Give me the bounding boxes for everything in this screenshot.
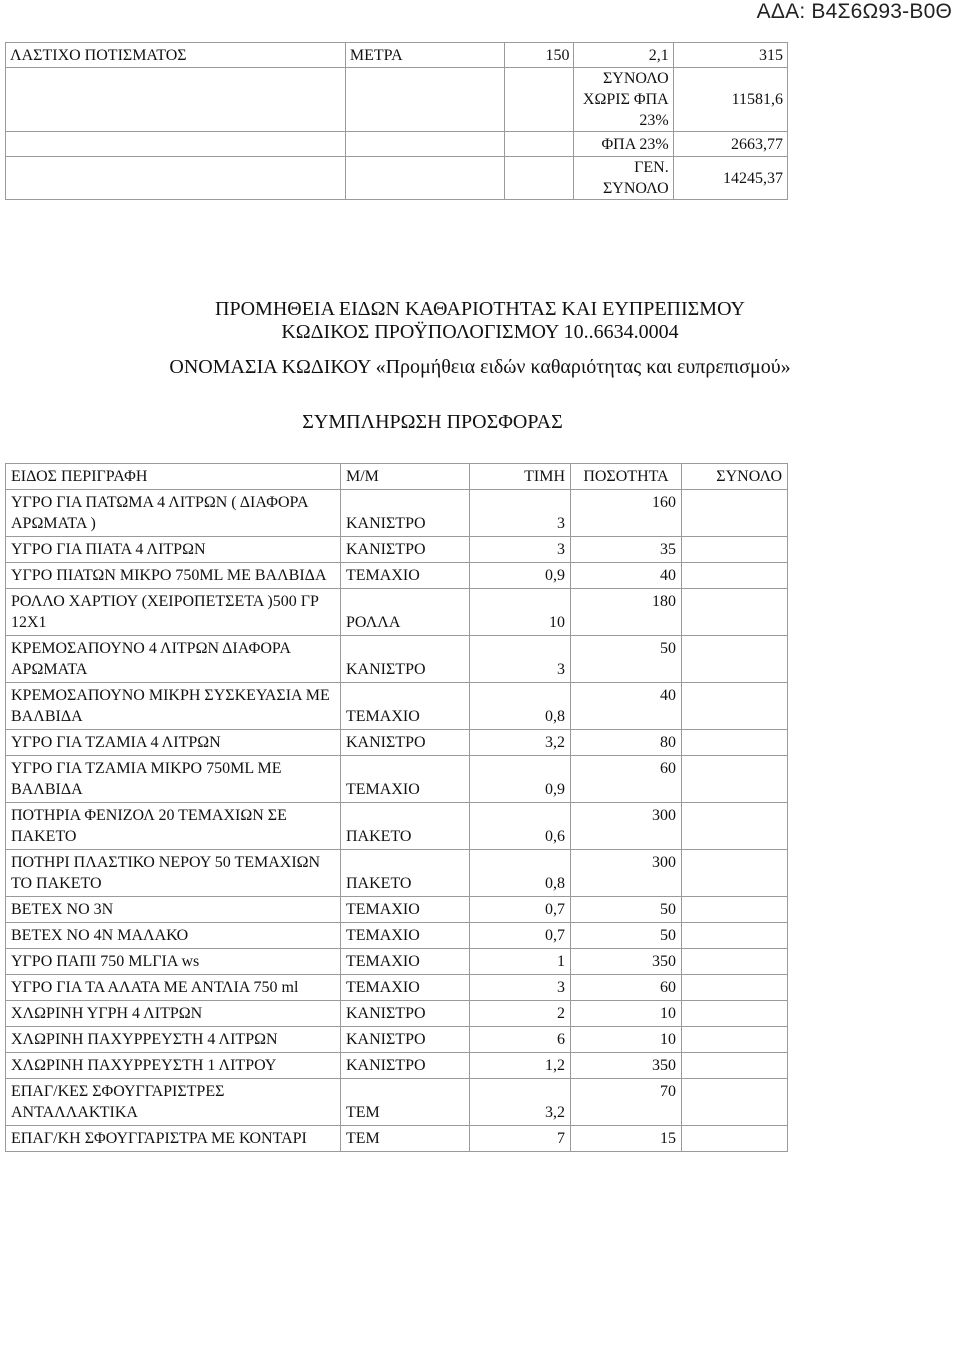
item-row xyxy=(6,563,788,589)
item-desc: ΥΓΡΟ ΓΙΑ ΤΖΑΜΙΑ ΜΙΚΡΟ 750ML ΜΕ ΒΑΛΒΙΔΑ xyxy=(6,756,341,803)
item-total xyxy=(682,589,788,636)
item-unit: ΚΑΝΙΣΤΡΟ xyxy=(341,1001,470,1027)
item-row xyxy=(6,537,788,563)
item-desc: ΥΓΡΟ ΠΑΠΙ 750 MLΓΙΑ ws xyxy=(6,949,341,975)
item-total xyxy=(682,1001,788,1027)
summary-cell-price: 2,1 xyxy=(574,43,673,68)
item-qty: 50 xyxy=(571,923,682,949)
item-unit: ΚΑΝΙΣΤΡΟ xyxy=(341,1027,470,1053)
item-desc: ΥΓΡΟ ΓΙΑ ΤΑ ΑΛΑΤΑ ΜΕ ΑΝΤΛΙΑ 750 ml xyxy=(6,975,341,1001)
summary-cell-total: 315 xyxy=(673,43,787,68)
item-desc: ΒΕΤΕΧ ΝΟ 4Ν ΜΑΛΑΚΟ xyxy=(6,923,341,949)
summary-cell-total: 14245,37 xyxy=(673,157,787,200)
item-row xyxy=(6,1027,788,1053)
summary-cell-desc xyxy=(6,157,346,200)
item-total xyxy=(682,803,788,850)
header-unit: Μ/Μ xyxy=(341,464,470,490)
item-desc: ΚΡΕΜΟΣΑΠΟΥΝΟ ΜΙΚΡΗ ΣΥΣΚΕΥΑΣΙΑ ΜΕ ΒΑΛΒΙΔΑ xyxy=(6,683,341,730)
item-total xyxy=(682,923,788,949)
item-row xyxy=(6,490,788,537)
item-unit: ΚΑΝΙΣΤΡΟ xyxy=(341,730,470,756)
item-price: 3,2 xyxy=(470,730,571,756)
item-total xyxy=(682,730,788,756)
item-total xyxy=(682,949,788,975)
item-desc: ΧΛΩΡΙΝΗ ΠΑΧΥΡΡΕΥΣΤΗ 4 ΛΙΤΡΩΝ xyxy=(6,1027,341,1053)
item-price: 2 xyxy=(470,1001,571,1027)
item-desc: ΒΕΤΕΧ ΝΟ 3Ν xyxy=(6,897,341,923)
item-desc: ΠΟΤΗΡΙΑ ΦΕΝΙΖΟΛ 20 ΤΕΜΑΧΙΩΝ ΣΕ ΠΑΚΕΤΟ xyxy=(6,803,341,850)
item-price: 10 xyxy=(470,589,571,636)
item-desc: ΧΛΩΡΙΝΗ ΠΑΧΥΡΡΕΥΣΤΗ 1 ΛΙΤΡΟΥ xyxy=(6,1053,341,1079)
item-unit: ΤΕΜΑΧΙΟ xyxy=(341,949,470,975)
item-unit: ΚΑΝΙΣΤΡΟ xyxy=(341,636,470,683)
item-row xyxy=(6,756,788,803)
item-total xyxy=(682,563,788,589)
item-total xyxy=(682,537,788,563)
item-qty: 350 xyxy=(571,949,682,975)
item-desc: ΕΠΑΓ/ΚΕΣ ΣΦΟΥΓΓΑΡΙΣΤΡΕΣ ΑΝΤΑΛΛΑΚΤΙΚΑ xyxy=(6,1079,341,1126)
item-unit: ΡΟΛΛΑ xyxy=(341,589,470,636)
budget-code: ΚΩΔΙΚΟΣ ΠΡΟΫΠΟΛΟΓΙΣΜΟΥ 10..6634.0004 xyxy=(281,321,679,343)
header-desc: ΕΙΔΟΣ ΠΕΡΙΓΡΑΦΗ xyxy=(6,464,341,490)
item-price: 0,7 xyxy=(470,923,571,949)
item-unit: ΤΕΜ xyxy=(341,1079,470,1126)
summary-cell-price: ΓΕΝ. ΣΥΝΟΛΟ xyxy=(574,157,673,200)
item-row xyxy=(6,1001,788,1027)
section-title: ΠΡΟΜΗΘΕΙΑ ΕΙΔΩΝ ΚΑΘΑΡΙΟΤΗΤΑΣ ΚΑΙ ΕΥΠΡΕΠΙΣΜΟΥ xyxy=(215,298,745,320)
item-qty: 10 xyxy=(571,1027,682,1053)
item-total xyxy=(682,683,788,730)
item-qty: 10 xyxy=(571,1001,682,1027)
item-price: 3 xyxy=(470,537,571,563)
summary-cell-qty xyxy=(505,68,574,132)
item-unit: ΚΑΝΙΣΤΡΟ xyxy=(341,1053,470,1079)
summary-cell-desc xyxy=(6,68,346,132)
item-desc: ΥΓΡΟ ΠΙΑΤΩΝ ΜΙΚΡΟ 750ML ΜΕ ΒΑΛΒΙΔΑ xyxy=(6,563,341,589)
item-qty: 60 xyxy=(571,756,682,803)
item-row xyxy=(6,1053,788,1079)
offer-title: ΣΥΜΠΛΗΡΩΣΗ ΠΡΟΣΦΟΡΑΣ xyxy=(302,411,563,433)
items-table xyxy=(5,463,788,1152)
header-total: ΣΥΝΟΛΟ xyxy=(682,464,788,490)
item-price: 3 xyxy=(470,636,571,683)
item-qty: 50 xyxy=(571,636,682,683)
item-unit: ΚΑΝΙΣΤΡΟ xyxy=(341,537,470,563)
item-total xyxy=(682,1053,788,1079)
item-price: 3 xyxy=(470,490,571,537)
item-desc: ΕΠΑΓ/ΚΗ ΣΦΟΥΓΓΑΡΙΣΤΡΑ ΜΕ ΚΟΝΤΑΡΙ xyxy=(6,1126,341,1152)
item-qty: 70 xyxy=(571,1079,682,1126)
item-price: 3,2 xyxy=(470,1079,571,1126)
item-row xyxy=(6,803,788,850)
item-unit: ΤΕΜΑΧΙΟ xyxy=(341,897,470,923)
item-row xyxy=(6,897,788,923)
item-unit: ΤΕΜΑΧΙΟ xyxy=(341,756,470,803)
items-header-row xyxy=(6,464,788,490)
item-qty: 300 xyxy=(571,850,682,897)
item-price: 0,8 xyxy=(470,850,571,897)
header-qty: ΠΟΣΟΤΗΤΑ xyxy=(571,464,682,490)
item-unit: ΤΕΜΑΧΙΟ xyxy=(341,975,470,1001)
summary-cell-price: ΣΥΝΟΛΟ ΧΩΡΙΣ ΦΠΑ 23% xyxy=(574,68,673,132)
summary-cell-price: ΦΠΑ 23% xyxy=(574,132,673,157)
item-desc: ΥΓΡΟ ΓΙΑ ΤΖΑΜΙΑ 4 ΛΙΤΡΩΝ xyxy=(6,730,341,756)
item-total xyxy=(682,1079,788,1126)
header-price: ΤΙΜΗ xyxy=(470,464,571,490)
item-price: 0,8 xyxy=(470,683,571,730)
item-total xyxy=(682,897,788,923)
item-unit: ΤΕΜΑΧΙΟ xyxy=(341,683,470,730)
summary-cell-unit xyxy=(345,68,504,132)
item-price: 0,9 xyxy=(470,756,571,803)
item-row xyxy=(6,1126,788,1152)
item-unit: ΤΕΜΑΧΙΟ xyxy=(341,563,470,589)
summary-table xyxy=(5,42,788,200)
item-qty: 300 xyxy=(571,803,682,850)
item-desc: ΠΟΤΗΡΙ ΠΛΑΣΤΙΚΟ ΝΕΡΟΥ 50 ΤΕΜΑΧΙΩΝ ΤΟ ΠΑΚΕΤΟ xyxy=(6,850,341,897)
summary-cell-unit: ΜΕΤΡΑ xyxy=(345,43,504,68)
summary-cell-unit xyxy=(345,157,504,200)
item-total xyxy=(682,1027,788,1053)
item-unit: ΤΕΜ xyxy=(341,1126,470,1152)
item-row xyxy=(6,730,788,756)
item-qty: 60 xyxy=(571,975,682,1001)
summary-row xyxy=(6,43,788,68)
item-qty: 40 xyxy=(571,563,682,589)
summary-cell-total: 2663,77 xyxy=(673,132,787,157)
summary-row xyxy=(6,68,788,132)
item-qty: 40 xyxy=(571,683,682,730)
item-qty: 160 xyxy=(571,490,682,537)
item-row xyxy=(6,589,788,636)
summary-cell-desc xyxy=(6,132,346,157)
item-price: 1,2 xyxy=(470,1053,571,1079)
item-price: 7 xyxy=(470,1126,571,1152)
item-qty: 35 xyxy=(571,537,682,563)
item-price: 3 xyxy=(470,975,571,1001)
item-price: 0,7 xyxy=(470,897,571,923)
item-unit: ΚΑΝΙΣΤΡΟ xyxy=(341,490,470,537)
item-price: 6 xyxy=(470,1027,571,1053)
item-row xyxy=(6,683,788,730)
item-row xyxy=(6,850,788,897)
item-total xyxy=(682,975,788,1001)
item-qty: 50 xyxy=(571,897,682,923)
item-desc: ΡΟΛΛΟ ΧΑΡΤΙΟΥ (ΧΕΙΡΟΠΕΤΣΕΤΑ )500 ΓΡ 12Χ1 xyxy=(6,589,341,636)
item-qty: 15 xyxy=(571,1126,682,1152)
ada-code: ΑΔΑ: Β4Σ6Ω93-Β0Θ xyxy=(756,0,952,23)
item-qty: 80 xyxy=(571,730,682,756)
summary-cell-qty xyxy=(505,157,574,200)
item-total xyxy=(682,636,788,683)
item-price: 1 xyxy=(470,949,571,975)
summary-row xyxy=(6,132,788,157)
summary-cell-unit xyxy=(345,132,504,157)
item-unit: ΠΑΚΕΤΟ xyxy=(341,803,470,850)
item-desc: ΥΓΡΟ ΓΙΑ ΠΙΑΤΑ 4 ΛΙΤΡΩΝ xyxy=(6,537,341,563)
item-total xyxy=(682,490,788,537)
item-desc: ΧΛΩΡΙΝΗ ΥΓΡΗ 4 ΛΙΤΡΩΝ xyxy=(6,1001,341,1027)
summary-cell-qty xyxy=(505,132,574,157)
item-unit: ΠΑΚΕΤΟ xyxy=(341,850,470,897)
code-name: ΟΝΟΜΑΣΙΑ ΚΩΔΙΚΟΥ «Προμήθεια ειδών καθαριότητας και ευπρεπισμού» xyxy=(169,356,791,378)
item-qty: 180 xyxy=(571,589,682,636)
item-price: 0,9 xyxy=(470,563,571,589)
item-row xyxy=(6,975,788,1001)
summary-cell-total: 11581,6 xyxy=(673,68,787,132)
item-qty: 350 xyxy=(571,1053,682,1079)
item-row xyxy=(6,1079,788,1126)
item-total xyxy=(682,850,788,897)
item-unit: ΤΕΜΑΧΙΟ xyxy=(341,923,470,949)
item-desc: ΚΡΕΜΟΣΑΠΟΥΝΟ 4 ΛΙΤΡΩΝ ΔΙΑΦΟΡΑ ΑΡΩΜΑΤΑ xyxy=(6,636,341,683)
item-total xyxy=(682,756,788,803)
item-desc: ΥΓΡΟ ΓΙΑ ΠΑΤΩΜΑ 4 ΛΙΤΡΩΝ ( ΔΙΑΦΟΡΑ ΑΡΩΜΑΤΑ ) xyxy=(6,490,341,537)
summary-cell-desc: ΛΑΣΤΙΧΟ ΠΟΤΙΣΜΑΤΟΣ xyxy=(6,43,346,68)
summary-row xyxy=(6,157,788,200)
item-row xyxy=(6,923,788,949)
item-row xyxy=(6,636,788,683)
item-row xyxy=(6,949,788,975)
item-total xyxy=(682,1126,788,1152)
item-price: 0,6 xyxy=(470,803,571,850)
summary-cell-qty: 150 xyxy=(505,43,574,68)
